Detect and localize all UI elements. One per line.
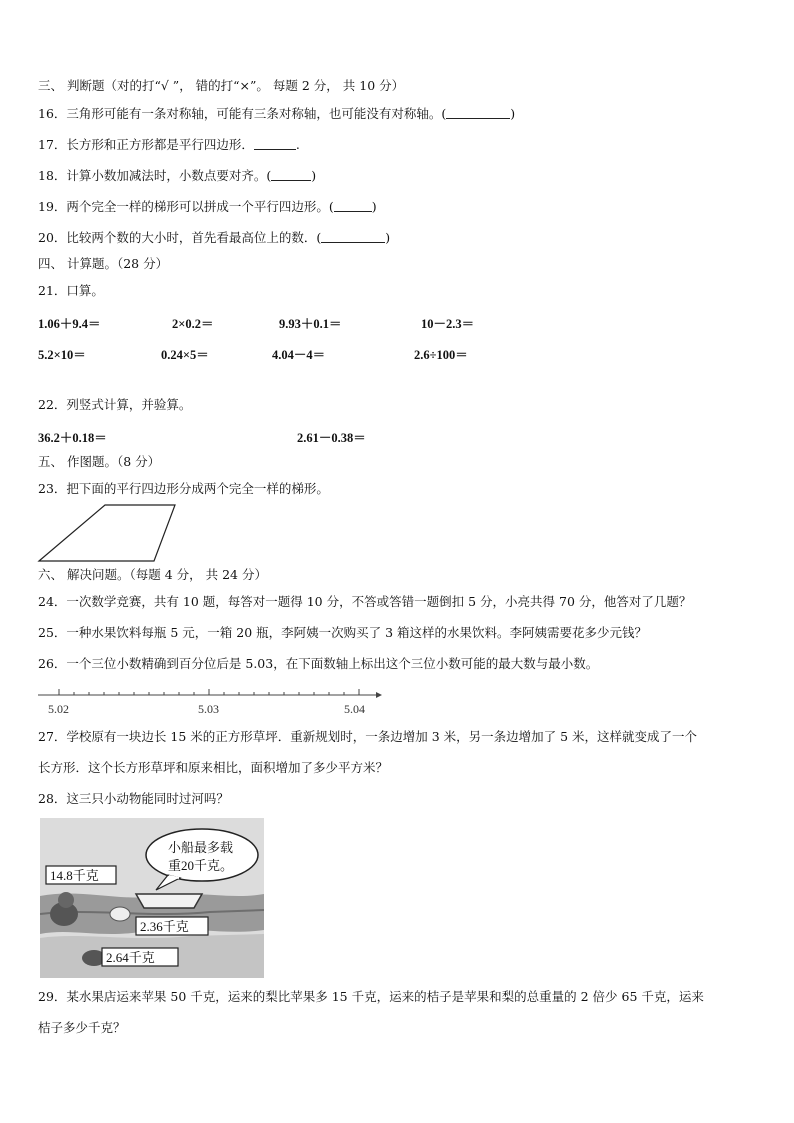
oral-calc-item: 5.2×10＝ — [38, 348, 86, 362]
question-21-label: 21．口算。 — [38, 283, 104, 298]
question-29-line-1: 29．某水果店运来苹果 50 千克，运来的梨比苹果多 15 千克，运来的桔子是苹果和梨的总重量的 2 倍少 65 千克，运来 — [38, 989, 704, 1004]
period: . — [295, 137, 300, 152]
close-paren: ) — [311, 168, 317, 183]
oral-calc-item: 4.04－4＝ — [272, 348, 326, 362]
question-18 — [38, 168, 316, 184]
weight-label: 2.64千克 — [106, 950, 155, 965]
question-16 — [38, 106, 515, 122]
question-23: 23．把下面的平行四边形分成两个完全一样的梯形。 — [38, 481, 329, 496]
tick-label: 5.03 — [198, 702, 219, 716]
question-29-line-2: 桔子多少千克？ — [38, 1020, 126, 1035]
question-22-label: 22．列竖式计算，并验算。 — [38, 397, 192, 412]
question-20 — [38, 230, 390, 246]
question-27-line-1: 27．学校原有一块边长 15 米的正方形草坪．重新规划时，一条边增加 3 米，另一条边增加了 5 米，这样就变成了一个 — [38, 729, 698, 744]
number-line — [36, 684, 386, 716]
oral-calc-item: 1.06＋9.4＝ — [38, 317, 101, 331]
question-19 — [38, 199, 377, 215]
rabbit-figure — [110, 907, 130, 921]
section-6-title: 六、 解决问题。（每题 4 分， 共 24 分） — [38, 567, 267, 582]
question-18-text: 18．计算小数加减法时，小数点要对齐。( — [38, 168, 272, 183]
question-17-text: 17．长方形和正方形都是平行四边形． — [38, 137, 254, 152]
bubble-text-line-2: 重20千克。 — [168, 858, 234, 873]
close-paren: ) — [385, 230, 391, 245]
section-4-title: 四、 计算题。（28 分） — [38, 256, 169, 271]
close-paren: ) — [510, 106, 516, 121]
number-line-arrow — [376, 692, 382, 698]
oral-calc-item: 0.24×5＝ — [161, 348, 209, 362]
weight-label: 2.36千克 — [140, 919, 189, 934]
question-25: 25．一种水果饮料每瓶 5 元，一箱 20 瓶，李阿姨一次购买了 3 箱这样的水果饮料。李阿姨需要花多少元钱？ — [38, 625, 648, 640]
river-crossing-picture — [40, 818, 264, 978]
vertical-calc-item: 36.2＋0.18＝ — [38, 431, 107, 445]
vertical-calc-item: 2.61－0.38＝ — [297, 431, 366, 445]
oral-calc-item: 2.6÷100＝ — [414, 348, 468, 362]
close-paren: ) — [371, 199, 377, 214]
section-5-title: 五、 作图题。（8 分） — [38, 454, 161, 469]
answer-blank[interactable] — [334, 199, 372, 212]
oral-calc-item: 10－2.3＝ — [421, 317, 475, 331]
answer-blank[interactable] — [321, 230, 385, 243]
section-3-title: 三、 判断题（对的打“√ ”， 错的打“×”。 每题 2 分， 共 10 分） — [38, 78, 405, 93]
question-24: 24．一次数学竞赛，共有 10 题，每答对一题得 10 分，不答或答错一题倒扣 5 分，小亮共得 70 分，他答对了几题？ — [38, 594, 692, 609]
question-16-text: 16．三角形可能有一条对称轴，可能有三条对称轴，也可能没有对称轴。( — [38, 106, 447, 121]
answer-blank[interactable] — [271, 168, 311, 181]
boat-shape — [136, 894, 202, 908]
river-scene — [40, 818, 264, 978]
tick-label: 5.04 — [344, 702, 365, 716]
number-line-ticks — [59, 689, 359, 695]
parallelogram-shape — [39, 505, 175, 561]
answer-blank[interactable] — [446, 106, 510, 119]
oral-calc-item: 9.93＋0.1＝ — [279, 317, 342, 331]
answer-blank[interactable] — [254, 137, 296, 150]
weight-label: 14.8千克 — [50, 868, 99, 883]
question-26: 26．一个三位小数精确到百分位后是 5.03，在下面数轴上标出这个三位小数可能的最大数与最小数。 — [38, 656, 599, 671]
question-20-text: 20．比较两个数的大小时，首先看最高位上的数．( — [38, 230, 322, 245]
bubble-text-line-1: 小船最多载 — [168, 840, 234, 855]
parallelogram-figure — [36, 502, 178, 564]
speech-bubble — [146, 829, 258, 881]
question-17 — [38, 137, 300, 153]
tick-label: 5.02 — [48, 702, 69, 716]
oral-calc-item: 2×0.2＝ — [172, 317, 214, 331]
question-19-text: 19．两个完全一样的梯形可以拼成一个平行四边形。( — [38, 199, 334, 214]
question-27-line-2: 长方形．这个长方形草坪和原来相比，面积增加了多少平方米？ — [38, 760, 389, 775]
question-28: 28．这三只小动物能同时过河吗？ — [38, 791, 229, 806]
